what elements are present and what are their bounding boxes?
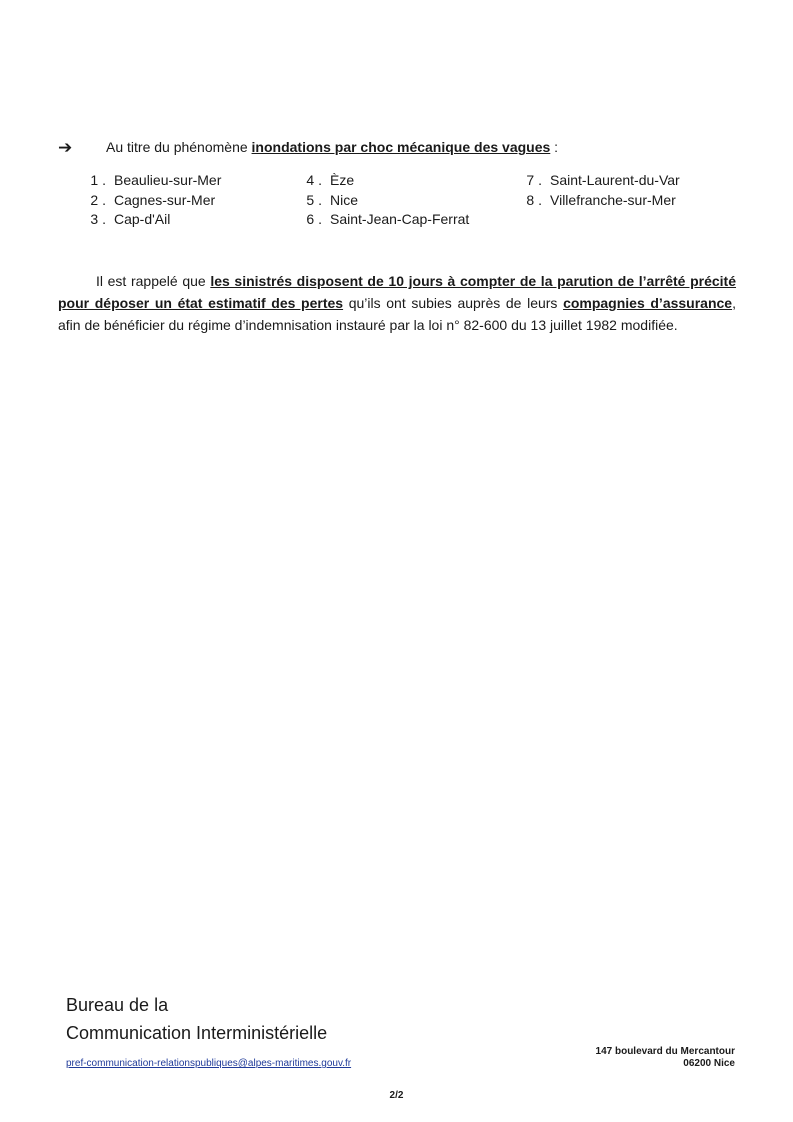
arrow-icon: ➔	[58, 138, 73, 158]
paragraph-text: , afin de bénéficier du régime d’indemnisation instauré par la loi n° 82-600 du 13 juillet 1982 modifiée.	[58, 295, 736, 333]
list-item-number: 1 .	[90, 172, 106, 188]
list-item-number: 2 .	[90, 192, 106, 208]
list-item	[80, 211, 170, 227]
list-item-number: 4 .	[306, 172, 322, 188]
intro-prefix: Au titre du phénomène	[106, 139, 252, 155]
address-city: 06200 Nice	[683, 1058, 735, 1069]
phenomenon-name: inondations par choc mécanique des vagues	[251, 139, 551, 155]
bureau-title-line2: Communication Interministérielle	[66, 1023, 328, 1043]
list-item-number: 8 .	[526, 192, 542, 208]
list-item-name: Saint-Laurent-du-Var	[550, 172, 680, 188]
list-item-name: Nice	[330, 192, 359, 208]
phenomenon-intro	[106, 139, 558, 155]
insurance-emphasis: compagnies d’assurance	[563, 295, 733, 311]
intro-suffix: :	[550, 139, 559, 155]
list-item-number: 3 .	[90, 211, 106, 227]
page-number: 2/2	[389, 1090, 404, 1101]
list-item-name: Saint-Jean-Cap-Ferrat	[330, 211, 470, 227]
list-item	[516, 192, 676, 208]
list-item-name: Cagnes-sur-Mer	[114, 192, 216, 208]
list-item	[296, 192, 358, 208]
list-item	[296, 211, 469, 227]
address-street: 147 boulevard du Mercantour	[595, 1046, 735, 1057]
list-item-name: Èze	[330, 172, 355, 188]
list-item-name: Beaulieu-sur-Mer	[114, 172, 222, 188]
list-item-number: 5 .	[306, 192, 322, 208]
list-item-name: Cap-d'Ail	[114, 211, 171, 227]
list-item	[516, 172, 680, 188]
bureau-title-line1: Bureau de la	[66, 995, 169, 1015]
paragraph-text: Il est rappelé que	[96, 273, 211, 289]
list-item-number: 7 .	[526, 172, 542, 188]
deadline-emphasis: les sinistrés disposent de 10 jours à compter de la parution de l’arrêté précité pour déposer un état estimatif des pertes	[58, 273, 737, 311]
address-block	[596, 1046, 735, 1070]
list-item	[80, 192, 215, 208]
list-item-number: 6 .	[306, 211, 322, 227]
email-link[interactable]: pref-communication-relationspubliques@alpes-maritimes.gouv.fr	[66, 1058, 352, 1069]
list-item	[80, 172, 221, 188]
list-item	[296, 172, 354, 188]
reminder-paragraph	[58, 270, 736, 336]
paragraph-text: qu’ils ont subies auprès de leurs	[343, 295, 564, 311]
list-item-name: Villefranche-sur-Mer	[550, 192, 676, 208]
